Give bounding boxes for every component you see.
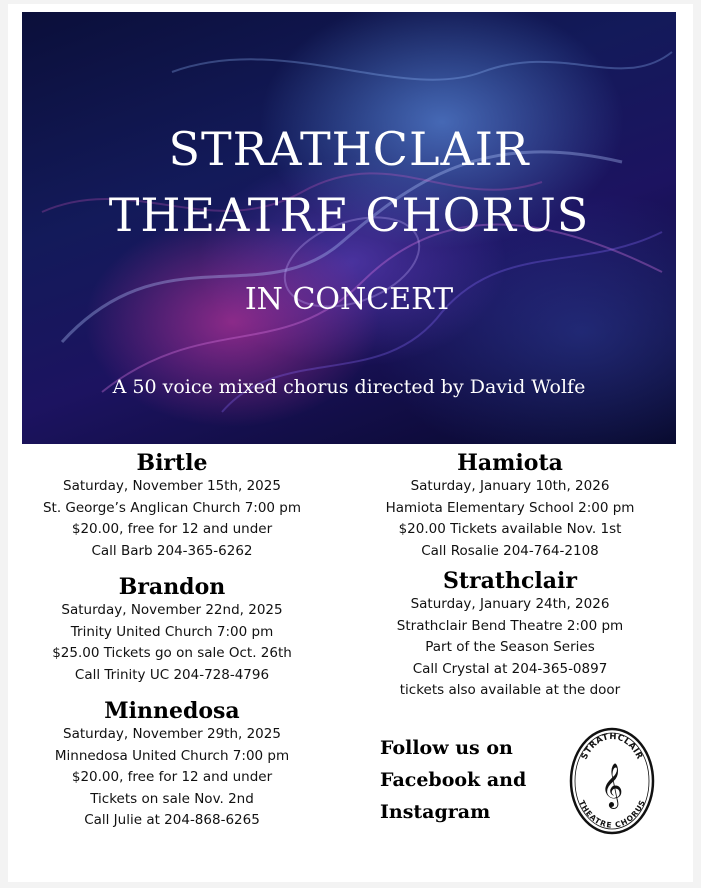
event-venue: St. George’s Anglican Church 7:00 pm [42, 499, 302, 516]
event-date: Saturday, November 22nd, 2025 [61, 602, 283, 618]
event-venue: Strathclair Bend Theatre 2:00 pm [396, 617, 624, 634]
logo-top-text: STRATHCLAIR [579, 731, 645, 762]
svg-text:𝄞: 𝄞 [600, 763, 624, 807]
event-strathclair [360, 568, 660, 702]
poster [8, 4, 693, 882]
event-contact: Call Barb 204-365-6262 [91, 542, 253, 559]
hero-banner [22, 12, 676, 444]
concert-title-line1: STRATHCLAIR [168, 122, 530, 176]
concert-title-line2: THEATRE CHORUS [108, 188, 590, 242]
follow-line: Facebook and [380, 769, 527, 791]
event-contact: Call Trinity UC 204-728-4796 [74, 666, 270, 683]
event-contact: Call Rosalie 204-764-2108 [421, 542, 599, 559]
event-venue: Hamiota Elementary School 2:00 pm [385, 499, 635, 516]
event-birtle [26, 450, 318, 562]
event-town: Strathclair [442, 568, 577, 594]
follow-line: Instagram [380, 801, 491, 823]
event-town: Birtle [136, 450, 208, 476]
event-venue: Trinity United Church 7:00 pm [70, 623, 274, 640]
logo-bottom-text: THEATRE CHORUS [577, 798, 647, 830]
event-venue: Minnedosa United Church 7:00 pm [54, 747, 290, 764]
event-brandon [26, 574, 318, 686]
treble-clef-icon [601, 763, 623, 809]
event-price: $20.00, free for 12 and under [71, 769, 273, 785]
event-contact: Call Crystal at 204-365-0897 [412, 660, 608, 677]
event-date: Saturday, January 10th, 2026 [410, 478, 610, 494]
chorus-logo [568, 726, 656, 836]
event-town: Hamiota [457, 450, 563, 476]
event-ticket-info: Tickets on sale Nov. 2nd [90, 790, 254, 807]
event-price: $25.00 Tickets go on sale Oct. 26th [52, 645, 292, 661]
follow-line: Follow us on [380, 737, 513, 759]
event-date: Saturday, January 24th, 2026 [410, 596, 610, 612]
event-contact: Call Julie at 204-868-6265 [84, 812, 260, 828]
event-price: $20.00 Tickets available Nov. 1st [398, 521, 622, 537]
event-date: Saturday, November 29th, 2025 [63, 726, 281, 742]
event-hamiota [360, 450, 660, 562]
event-date: Saturday, November 15th, 2025 [63, 478, 281, 494]
concert-tagline: A 50 voice mixed chorus directed by David Wolfe [112, 376, 586, 398]
event-door-tickets: tickets also available at the door [399, 682, 621, 698]
social-follow-note [380, 732, 550, 828]
event-series: Part of the Season Series [425, 639, 595, 655]
event-minnedosa [26, 698, 318, 832]
event-price: $20.00, free for 12 and under [71, 521, 273, 537]
event-town: Brandon [118, 574, 226, 600]
event-town: Minnedosa [104, 698, 240, 724]
concert-subtitle: IN CONCERT [244, 282, 454, 317]
